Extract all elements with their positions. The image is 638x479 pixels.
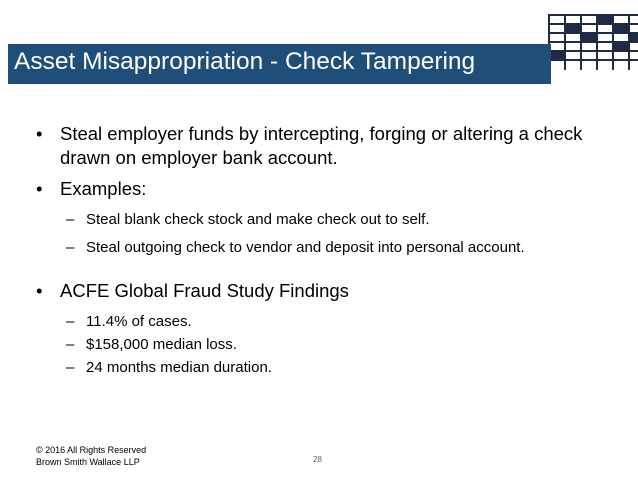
copyright-text: © 2016 All Rights Reserved [36,445,147,455]
bullet-icon: • [36,280,43,301]
page-number: 28 [313,455,322,464]
firm-name: Brown Smith Wallace LLP [36,457,140,467]
sub-bullet-text: Steal outgoing check to vendor and deposit into personal account. [86,239,525,256]
bullet-item [36,122,616,170]
dash-icon: – [66,336,75,353]
footer [36,444,146,468]
slide-title: Asset Misappropriation - Check Tampering [14,48,476,75]
bullet-text: ACFE Global Fraud Study Findings [60,280,349,301]
dash-icon: – [66,239,75,256]
sub-bullet-item [36,358,596,378]
dash-icon: – [66,313,75,330]
bullet-item [36,279,616,303]
sub-bullet-item [36,210,596,230]
bullet-text: Examples: [60,178,147,199]
bullet-text: Steal employer funds by intercepting, forging or altering a check drawn on employer bank account. [60,123,583,168]
sub-bullet-item [36,312,596,332]
sub-bullet-item [36,335,596,355]
sub-bullet-text: 11.4% of cases. [86,313,192,330]
sub-bullet-text: Steal blank check stock and make check out to self. [86,211,430,228]
sub-bullet-item [36,238,596,278]
decorative-grid [548,14,638,70]
dash-icon: – [66,211,75,228]
sub-bullet-text: 24 months median duration. [86,359,272,376]
dash-icon: – [66,359,75,376]
bullet-icon: • [36,123,43,144]
sub-bullet-text: $158,000 median loss. [86,336,237,353]
bullet-item [36,177,616,201]
bullet-icon: • [36,178,43,199]
